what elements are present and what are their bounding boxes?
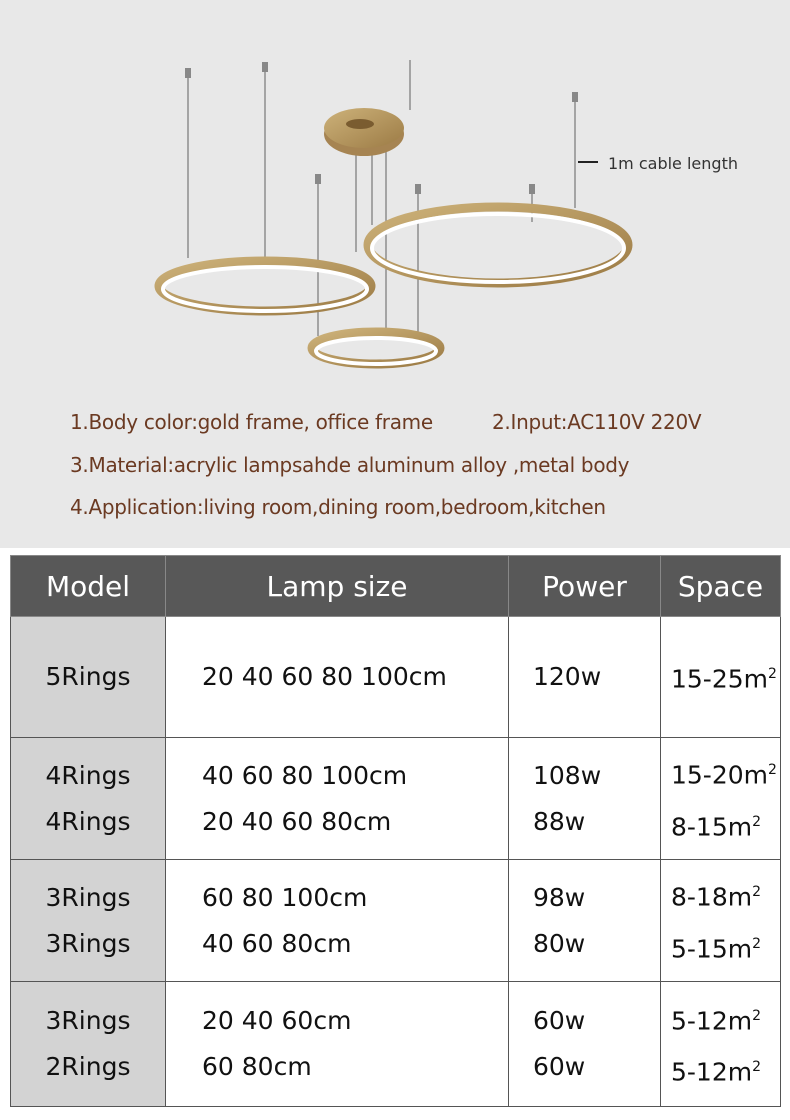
power-cell [509, 617, 661, 738]
space-value: $8-15m^2$ [671, 811, 762, 841]
power-cell [509, 860, 661, 982]
power-cell [509, 982, 661, 1107]
size-cell [166, 617, 509, 738]
size-value: 60 80cm [202, 1052, 312, 1081]
space-value: $5-12m^2$ [671, 1006, 762, 1035]
power-value: 60w [533, 1006, 586, 1035]
size-value: 20 40 60 80cm [202, 806, 392, 836]
model-cell [11, 982, 166, 1107]
model-value: 3Rings [45, 882, 131, 912]
cable-length-label: 1m cable length [608, 154, 738, 173]
spec-input: 2.Input:AC110V 220V [492, 410, 702, 434]
specification-table [10, 555, 781, 1107]
power-value: 120w [533, 662, 602, 691]
model-value: 2Rings [45, 1052, 131, 1081]
space-value: $8-18m^2$ [671, 882, 762, 912]
size-value: 60 80 100cm [202, 882, 368, 912]
space-value: $5-15m^2$ [671, 933, 762, 963]
size-value: 40 60 80cm [202, 928, 352, 958]
size-value: 20 40 60 80 100cm [202, 662, 447, 691]
space-value: $5-12m^2$ [671, 1057, 762, 1087]
space-cell [661, 617, 781, 738]
model-value: 3Rings [45, 1006, 131, 1035]
table-header-row [11, 556, 781, 617]
power-value: 60w [533, 1052, 586, 1081]
model-value: 4Rings [45, 806, 131, 836]
model-cell [11, 860, 166, 982]
space-cell [661, 982, 781, 1107]
ring-left [159, 261, 371, 311]
model-cell [11, 738, 166, 860]
header-power: Power [509, 556, 661, 617]
power-value: 98w [533, 882, 586, 912]
table-row [11, 860, 781, 982]
header-space: Space [661, 556, 781, 617]
space-value: $15-20m^2$ [671, 760, 777, 790]
model-value: 3Rings [45, 928, 131, 958]
header-lamp-size: Lamp size [166, 556, 509, 617]
model-value: 5Rings [45, 662, 131, 691]
space-cell [661, 860, 781, 982]
ring-large [368, 207, 628, 283]
header-model: Model [11, 556, 166, 617]
model-value: 4Rings [45, 760, 131, 790]
spec-application: 4.Application:living room,dining room,bedroom,kitchen [70, 495, 606, 519]
power-cell [509, 738, 661, 860]
ceiling-canopy [324, 108, 404, 156]
power-value: 108w [533, 760, 602, 790]
power-value: 88w [533, 806, 586, 836]
hanging-cables [188, 60, 575, 336]
space-cell [661, 738, 781, 860]
size-value: 20 40 60cm [202, 1006, 352, 1035]
model-cell [11, 617, 166, 738]
ring-small [312, 332, 440, 364]
table-row [11, 738, 781, 860]
size-cell [166, 860, 509, 982]
space-value: $15-25m^2$ [671, 664, 777, 694]
table-row [11, 982, 781, 1107]
size-cell [166, 982, 509, 1107]
size-value: 40 60 80 100cm [202, 760, 408, 790]
spec-material: 3.Material:acrylic lampsahde aluminum alloy ,metal body [70, 453, 630, 477]
size-cell [166, 738, 509, 860]
product-image [0, 0, 790, 548]
spec-body-color: 1.Body color:gold frame, office frame [70, 410, 433, 434]
power-value: 80w [533, 928, 586, 958]
table-row [11, 617, 781, 738]
